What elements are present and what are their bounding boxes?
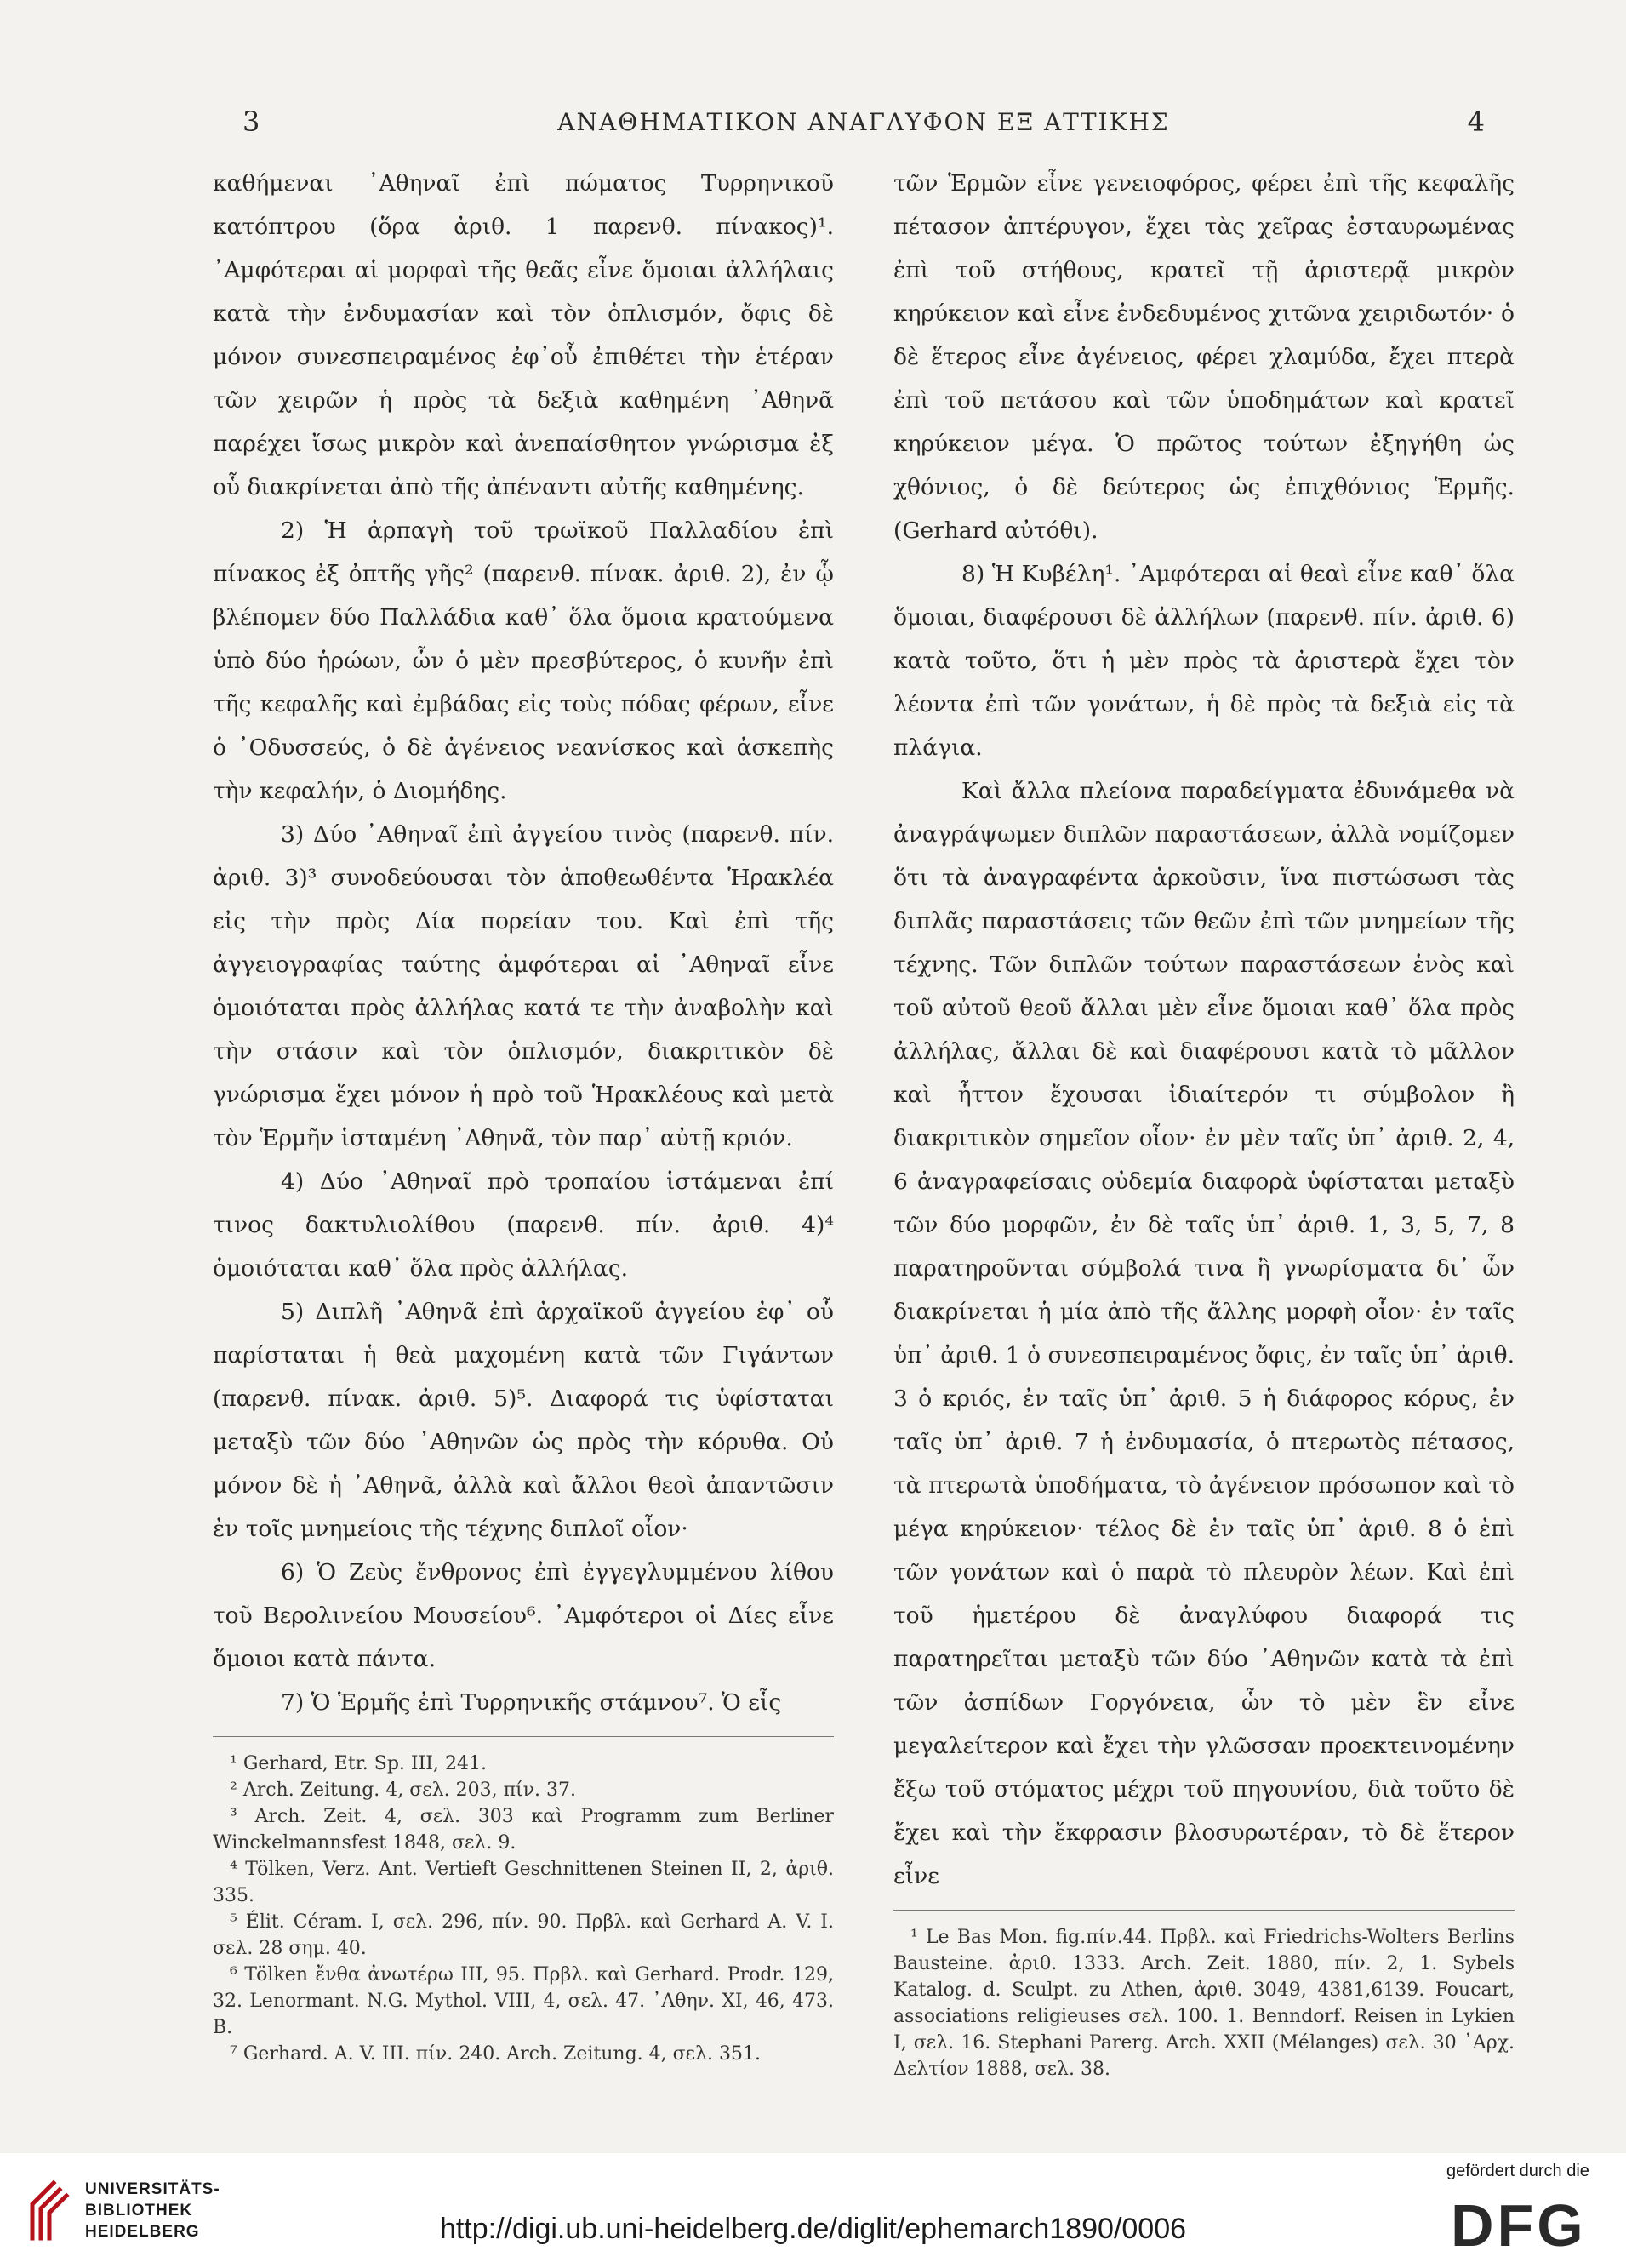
- footnote: ¹ Gerhard, Etr. Sp. III, 241.: [230, 1753, 487, 1774]
- paragraph: 5) Διπλῆ ᾿Αθηνᾶ ἐπὶ ἀρχαϊκοῦ ἀγγείου ἐφ᾿ οὗ παρίσταται ἡ θεὰ μαχομένη κατὰ τῶν Γιγάντων (παρενθ. πίνακ. ἀριθ. 5)⁵. Διαφορά τις ὑφίσταται μεταξὺ τῶν δύο ᾿Αθηνῶν ὡς πρὸς τὴν κόρυθα. Οὐ μόνον δὲ ἡ ᾿Αθηνᾶ, ἀλλὰ καὶ ἄλλοι θεοὶ ἀπαντῶσιν ἐν τοῖς μνημείοις τῆς τέχνης διπλοῖ οἷον·: [213, 1299, 834, 1542]
- library-name-line: BIBLIOTHEK: [85, 2202, 193, 2219]
- paragraph: 8) Ἡ Κυβέλη¹. ᾿Αμφότεραι αἱ θεαὶ εἶνε καθ᾿ ὅλα ὅμοιαι, διαφέρουσι δὲ ἀλλήλων (παρενθ. πίν. ἀριθ. 6) κατὰ τοῦτο, ὅτι ἡ μὲν πρὸς τὰ ἀριστερὰ ἔχει τὸν λέοντα ἐπὶ τῶν γονάτων, ἡ δὲ πρὸς τὰ δεξιὰ εἰς τὰ πλάγια.: [893, 561, 1515, 761]
- paragraph: 2) Ἡ ἁρπαγὴ τοῦ τρωϊκοῦ Παλλαδίου ἐπὶ πίνακος ἐξ ὀπτῆς γῆς² (παρενθ. πίνακ. ἀριθ. 2), ἐν ᾧ βλέπομεν δύο Παλλάδια καθ᾿ ὅλα ὅμοια κρατούμενα ὑπὸ δύο ἡρώων, ὧν ὁ μὲν πρεσβύτερος, ὁ κυνῆν ἐπὶ τῆς κεφαλῆς καὶ ἐμβάδας εἰς τοὺς πόδας φέρων, εἶνε ὁ ᾿Οδυσσεύς, ὁ δὲ ἀγένειος νεανίσκος καὶ ἀσκεπὴς τὴν κεφαλήν, ὁ Διομήδης.: [213, 517, 834, 804]
- paragraph: Καὶ ἄλλα πλείονα παραδείγματα ἐδυνάμεθα νὰ ἀναγράψωμεν διπλῶν παραστάσεων, ἀλλὰ νομίζομεν ὅτι τὰ ἀναγραφέντα ἀρκοῦσιν, ἵνα πιστώσωσι τὰς διπλᾶς παραστάσεις τῶν θεῶν ἐπὶ τῶν μνημείων τῆς τέχνης. Τῶν διπλῶν τούτων παραστάσεων ἑνὸς καὶ τοῦ αὐτοῦ θεοῦ ἄλλαι μὲν εἶνε ὅμοιαι καθ᾿ ὅλα πρὸς ἀλλήλας, ἄλλαι δὲ καὶ διαφέρουσι κατὰ τὸ μᾶλλον καὶ ἧττον ἔχουσαι ἰδιαίτερόν τι σύμβολον ἢ διακριτικὸν σημεῖον οἷον· ἐν μὲν ταῖς ὑπ᾿ ἀριθ. 2, 4, 6 ἀναγραφείσαις οὐδεμία διαφορὰ ὑφίσταται μεταξὺ τῶν δύο μορφῶν, ἐν δὲ ταῖς ὑπ᾿ ἀριθ. 1, 3, 5, 7, 8 παρατηροῦνται σύμβολά τινα ἢ γνωρίσματα δι᾿ ὧν διακρίνεται ἡ μία ἀπὸ τῆς ἄλλης μορφὴ οἷον· ἐν ταῖς ὑπ᾿ ἀριθ. 1 ὁ συνεσπειραμένος ὄφις, ἐν ταῖς ὑπ᾿ ἀριθ. 3 ὁ κριός, ἐν ταῖς ὑπ᾿ ἀριθ. 5 ἡ διάφορος κόρυς, ἐν ταῖς ὑπ᾿ ἀριθ. 7 ἡ ἐνδυμασία, ὁ πτερωτὸς πέτασος, τὰ πτερωτὰ ὑποδήματα, τὸ ἀγένειον πρόσωπον καὶ τὸ μέγα κηρύκειον· τέλος δὲ ἐν ταῖς ὑπ᾿ ἀριθ. 8 ὁ ἐπὶ τῶν γονάτων καὶ ὁ παρὰ τὸ πλευρὸν λέων. Καὶ ἐπὶ τοῦ ἡμετέρου δὲ ἀναγλύφου διαφορά τις παρατηρεῖται μεταξὺ τῶν δύο ᾿Αθηνῶν κατὰ τὰ ἐπὶ τῶν ἀσπίδων Γοργόνεια, ὧν τὸ μὲν ἓν εἶνε μεγαλείτερον καὶ ἔχει τὴν γλῶσσαν προεκτεινομένην ἔξω τοῦ στόματος μέχρι τοῦ πηγουνίου, διὰ τοῦτο δὲ ἔχει καὶ τὴν ἔκφρασιν βλοσυρωτέραν, τὸ δὲ ἕτερον εἶνε: [893, 778, 1515, 1889]
- left-column: [213, 162, 834, 2067]
- footnote: ³ Arch. Zeit. 4, σελ. 303 καὶ Programm zum Berliner Winckelmannsfest 1848, σελ. 9.: [213, 1806, 834, 1854]
- permalink[interactable]: http://digi.ub.uni-heidelberg.de/diglit/ephemarch1890/0006: [439, 2213, 1187, 2245]
- page-number-right: 4: [1467, 106, 1485, 138]
- dfg-logo: DFG: [1451, 2192, 1587, 2259]
- footnotes-right: [893, 1910, 1515, 2082]
- paragraph: 7) Ὁ Ἑρμῆς ἐπὶ Τυρρηνικῆς στάμνου⁷. Ὁ εἷς: [281, 1689, 782, 1716]
- footnotes-left: [213, 1736, 834, 2067]
- right-column: [893, 162, 1515, 2082]
- footnote: ⁶ Tölken ἔνθα ἀνωτέρω III, 95. Πρβλ. καὶ Gerhard. Prodr. 129, 32. Lenormant. N.G. Mythol. VIII, 4, σελ. 47. ᾿Αθην. XI, 46, 473. B.: [213, 1964, 834, 2038]
- paragraph: τῶν Ἑρμῶν εἶνε γενειοφόρος, φέρει ἐπὶ τῆς κεφαλῆς πέτασον ἀπτέρυγον, ἔχει τὰς χεῖρας ἐσταυρωμένας ἐπὶ τοῦ στήθους, κρατεῖ τῇ ἀριστερᾷ μικρὸν κηρύκειον καὶ εἶνε ἐνδεδυμένος χιτῶνα χειριδωτόν· ὁ δὲ ἕτερος εἶνε ἀγένειος, φέρει χλαμύδα, ἔχει πτερὰ ἐπὶ τοῦ πετάσου καὶ τῶν ὑποδημάτων καὶ κρατεῖ κηρύκειον μέγα. Ὁ πρῶτος τούτων ἐξηγήθη ὡς χθόνιος, ὁ δὲ δεύτερος ὡς ἐπιχθόνιος Ἑρμῆς. (Gerhard αὐτόθι).: [893, 170, 1515, 544]
- footnote: ² Arch. Zeitung. 4, σελ. 203, πίν. 37.: [230, 1780, 577, 1801]
- page-number-left: 3: [242, 106, 260, 138]
- library-name-line: HEIDELBERG: [85, 2223, 200, 2241]
- library-name-line: UNIVERSITÄTS-: [85, 2180, 220, 2198]
- footnote: ⁵ Élit. Céram. I, σελ. 296, πίν. 90. Πρβλ. καὶ Gerhard A. V. I. σελ. 28 σημ. 40.: [213, 1911, 834, 1959]
- paragraph: καθήμεναι ᾿Αθηναῖ ἐπὶ πώματος Τυρρηνικοῦ κατόπτρου (ὅρα ἀριθ. 1 παρενθ. πίνακος)¹. ᾿Αμφότεραι αἱ μορφαὶ τῆς θεᾶς εἶνε ὅμοιαι ἀλλήλαις κατὰ τὴν ἐνδυμασίαν καὶ τὸν ὁπλισμόν, ὄφις δὲ μόνον συνεσπειραμένος ἐφ᾿οὗ ἐπιθέτει τὴν ἑτέραν τῶν χειρῶν ἡ πρὸς τὰ δεξιὰ καθημένη ᾿Αθηνᾶ παρέχει ἴσως μικρὸν καὶ ἀνεπαίσθητον γνώρισμα ἐξ οὗ διακρίνεται ἀπὸ τῆς ἀπέναντι αὐτῆς καθημένης.: [213, 170, 834, 500]
- running-head: [242, 100, 1485, 143]
- footnote: ⁷ Gerhard. A. V. III. πίν. 240. Arch. Zeitung. 4, σελ. 351.: [230, 2043, 761, 2065]
- paragraph: 4) Δύο ᾿Αθηναῖ πρὸ τροπαίου ἱστάμεναι ἐπί τινος δακτυλιολίθου (παρενθ. πίν. ἀριθ. 4)⁴ ὁμοιόταται καθ᾿ ὅλα πρὸς ἀλλήλας.: [213, 1168, 834, 1282]
- funding-note: gefördert durch die: [1446, 2162, 1589, 2180]
- footnote: ¹ Le Bas Mon. fig.πίν.44. Πρβλ. καὶ Friedrichs-Wolters Berlins Bausteine. ἀριθ. 1333. Arch. Zeit. 1880, πίν. 2, 1. Sybels Katalog. d. Sculpt. zu Athen, ἀριθ. 3049, 4381,6139. Foucart, associations religieuses σελ. 100. 1. Benndorf. Reisen in Lykien I, σελ. 16. Stephani Parerg. Arch. XXII (Mélanges) σελ. 30 ᾿Αρχ. Δελτίον 1888, σελ. 38.: [893, 1927, 1515, 2080]
- paragraph: 6) Ὁ Ζεὺς ἔνθρονος ἐπὶ ἐγγεγλυμμένου λίθου τοῦ Βερολινείου Μουσείου⁶. ᾿Αμφότεροι οἱ Δίες εἶνε ὅμοιοι κατὰ πάντα.: [213, 1559, 834, 1672]
- running-title: ΑΝΑΘΗΜΑΤΙΚΟΝ ΑΝΑΓΛΥΦΟΝ ΕΞ ΑΤΤΙΚΗΣ: [557, 107, 1170, 136]
- viewer-footer: [0, 2153, 1626, 2268]
- footnote: ⁴ Tölken, Verz. Ant. Vertieft Geschnittenen Steinen II, 2, ἀριθ. 335.: [213, 1859, 834, 1906]
- paragraph: 3) Δύο ᾿Αθηναῖ ἐπὶ ἀγγείου τινὸς (παρενθ. πίν. ἀριθ. 3)³ συνοδεύουσαι τὸν ἀποθεωθέντα Ἡρακλέα εἰς τὴν πρὸς Δία πορείαν του. Καὶ ἐπὶ τῆς ἀγγειογραφίας ταύτης ἀμφότεραι αἱ ᾿Αθηναῖ εἶνε ὁμοιόταται πρὸς ἀλλήλας κατά τε τὴν ἀναβολὴν καὶ τὴν στάσιν καὶ τὸν ὁπλισμόν, διακριτικὸν δὲ γνώρισμα ἔχει μόνον ἡ πρὸ τοῦ Ἡρακλέους καὶ μετὰ τὸν Ἑρμῆν ἱσταμένη ᾿Αθηνᾶ, τὸν παρ᾿ αὐτῇ κριόν.: [213, 821, 834, 1151]
